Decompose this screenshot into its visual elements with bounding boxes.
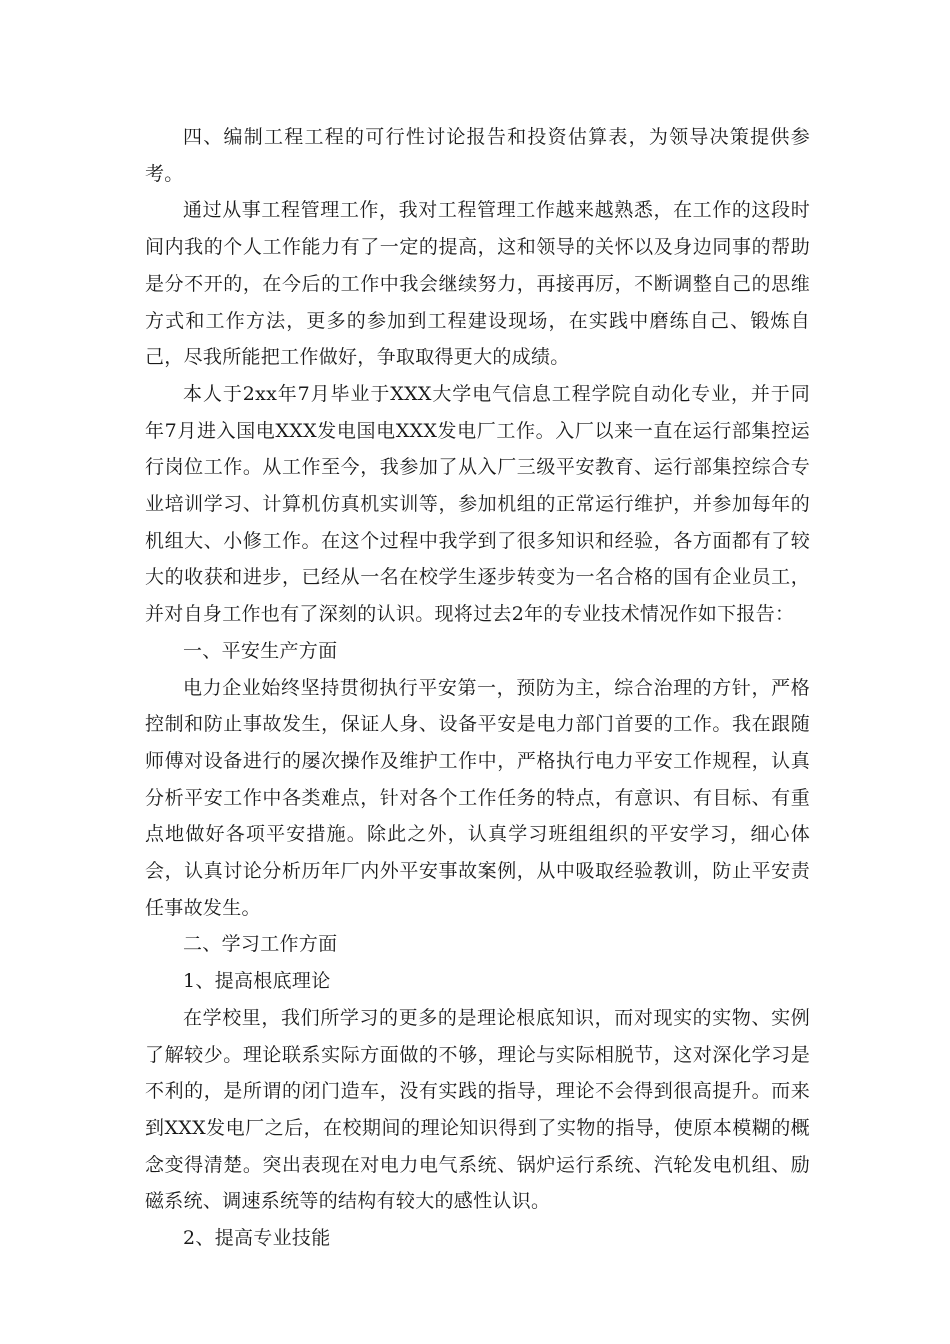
paragraph-section-four-item: 四、编制工程工程的可行性讨论报告和投资估算表，为领导决策提供参考。	[145, 126, 810, 185]
heading-study-work: 二、学习工作方面	[183, 933, 338, 956]
document-body	[145, 119, 810, 1257]
heading-safety-production: 一、平安生产方面	[183, 639, 338, 662]
paragraph-project-management-summary: 通过从事工程管理工作，我对工程管理工作越来越熟悉，在工作的这段时间内我的个人工作能力有了一定的提高，这和领导的关怀以及身边同事的帮助是分不开的，在今后的工作中我会继续努力，再接再厉，不断调整自己的思维方式和工作方法，更多的参加到工程建设现场，在实践中磨练自己、锻炼自己，尽我所能把工作做好，争取取得更大的成绩。	[145, 199, 810, 369]
paragraph-safety-production: 电力企业始终坚持贯彻执行平安第一，预防为主，综合治理的方针，严格控制和防止事故发生，保证人身、设备平安是电力部门首要的工作。我在跟随师傅对设备进行的屡次操作及维护工作中，严格执行电力平安工作规程，认真分析平安工作中各类难点，针对各个工作任务的特点，有意识、有目标、有重点地做好各项平安措施。除此之外，认真学习班组组织的平安学习，细心体会，认真讨论分析历年厂内外平安事故案例，从中吸取经验教训，防止平安责任事故发生。	[145, 676, 810, 919]
paragraph-basic-theory: 在学校里，我们所学习的更多的是理论根底知识，而对现实的实物、实例了解较少。理论联系实际方面做的不够，理论与实际相脱节，这对深化学习是不利的，是所谓的闭门造车，没有实践的指导，理论不会得到很高提升。而来到XXX发电厂之后，在校期间的理论知识得到了实物的指导，使原本模糊的概念变得清楚。突出表现在对电力电气系统、锅炉运行系统、汽轮发电机组、励磁系统、调速系统等的结构有较大的感性认识。	[145, 1006, 810, 1213]
paragraph-personal-introduction: 本人于2xx年7月毕业于XXX大学电气信息工程学院自动化专业，并于同年7月进入国电XXX发电国电XXX发电厂工作。入厂以来一直在运行部集控运行岗位工作。从工作至今，我参加了从入厂三级平安教育、运行部集控综合专业培训学习、计算机仿真机实训等，参加机组的正常运行维护，并参加每年的机组大、小修工作。在这个过程中我学到了很多知识和经验，各方面都有了较大的收获和进步，已经从一名在校学生逐步转变为一名合格的国有企业员工，并对自身工作也有了深刻的认识。现将过去2年的专业技术情况作如下报告：	[145, 382, 810, 626]
subheading-professional-skills: 2、提高专业技能	[183, 1227, 331, 1250]
subheading-basic-theory: 1、提高根底理论	[183, 970, 331, 993]
